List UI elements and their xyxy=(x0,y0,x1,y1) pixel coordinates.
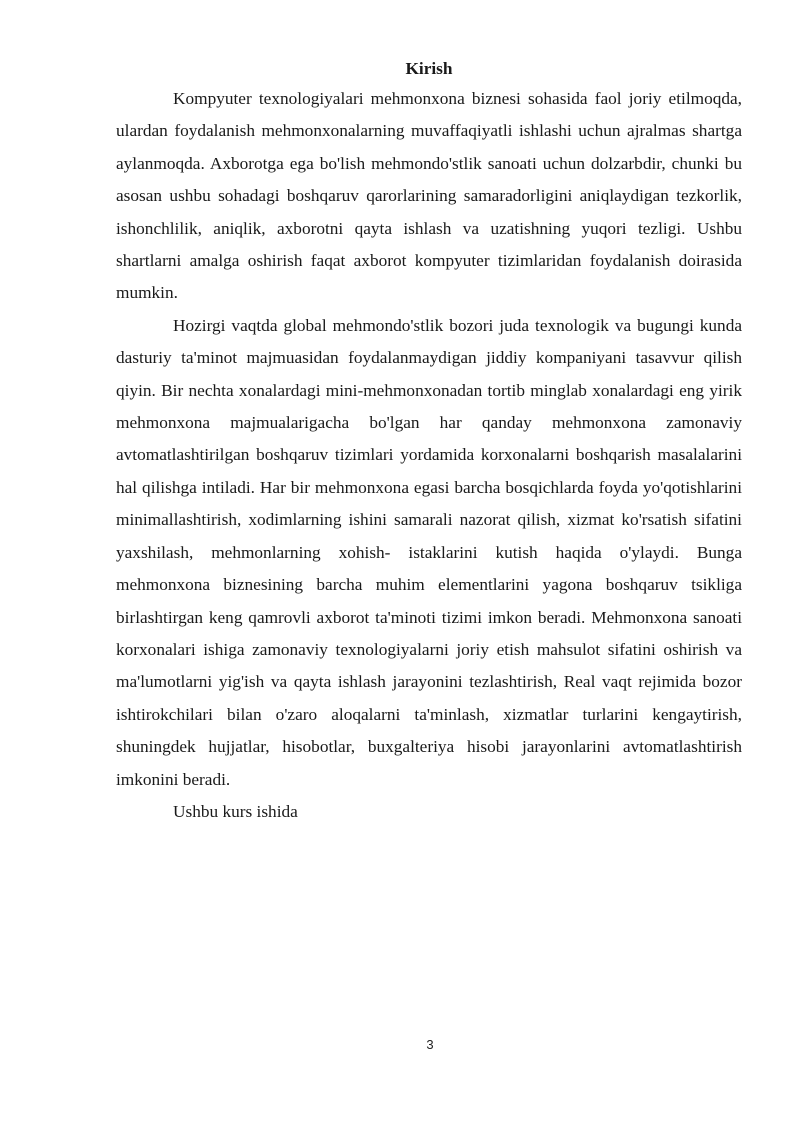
page-content xyxy=(116,55,742,828)
paragraph-main: Hozirgi vaqtda global mehmondo'stlik bozori juda texnologik va bugungi kunda dasturiy ta'minot majmuasidan foydalanmaydigan jiddiy kompaniyani tasavvur qilish qiyin. Bir nechta xonalardagi mini-mehmonxonadan tortib minglab xonalardagi eng yirik mehmonxona majmualarigacha bo'lgan har qanday mehmonxona zamonaviy avtomatlashtirilgan boshqaruv tizimlari yordamida korxonalarni boshqarish masalalarini hal qilishga intiladi. Har bir mehmonxona egasi barcha bosqichlarda foyda yo'qotishlarini minimallashtirish, xodimlarning ishini samarali nazorat qilish, xizmat ko'rsatish sifatini yaxshilash, mehmonlarning xohish- istaklarini kutish haqida o'ylaydi. Bunga mehmonxona biznesining barcha muhim elementlarini yagona boshqaruv tsikliga birlashtirgan keng qamrovli axborot ta'minoti tizimi imkon beradi. Mehmonxona sanoati korxonalari ishiga zamonaviy texnologiyalarni joriy etish mahsulot sifatini oshirish va ma'lumotlarni yig'ish va qayta ishlash jarayonini tezlashtirish, Real vaqt rejimida bozor ishtirokchilari bilan o'zaro aloqalarni ta'minlash, xizmatlar turlarini kengaytirish, shuningdek hujjatlar, hisobotlar, buxgalteriya hisobi jarayonlarini avtomatlashtirish imkonini beradi. xyxy=(116,315,742,789)
paragraph-intro: Kompyuter texnologiyalari mehmonxona biznesi sohasida faol joriy etilmoqda, ulardan foydalanish mehmonxonalarning muvaffaqiyatli ishlashi uchun ajralmas shartga aylanmoqda. Axborotga ega bo'lish mehmondo'stlik sanoati uchun dolzarbdir, chunki bu asosan ushbu sohadagi boshqaruv qarorlarining samaradorligini aniqlaydigan tezkorlik, ishonchlilik, aniqlik, axborotni qayta ishlash va uzatishning yuqori tezligi. Ushbu shartlarni amalga oshirish faqat axborot kompyuter tizimlaridan foydalanish doirasida mumkin. xyxy=(116,89,742,303)
section-title: Kirish xyxy=(405,59,453,78)
page-number: 3 xyxy=(426,1037,434,1052)
paragraph-course-work: Ushbu kurs ishida xyxy=(173,801,298,821)
